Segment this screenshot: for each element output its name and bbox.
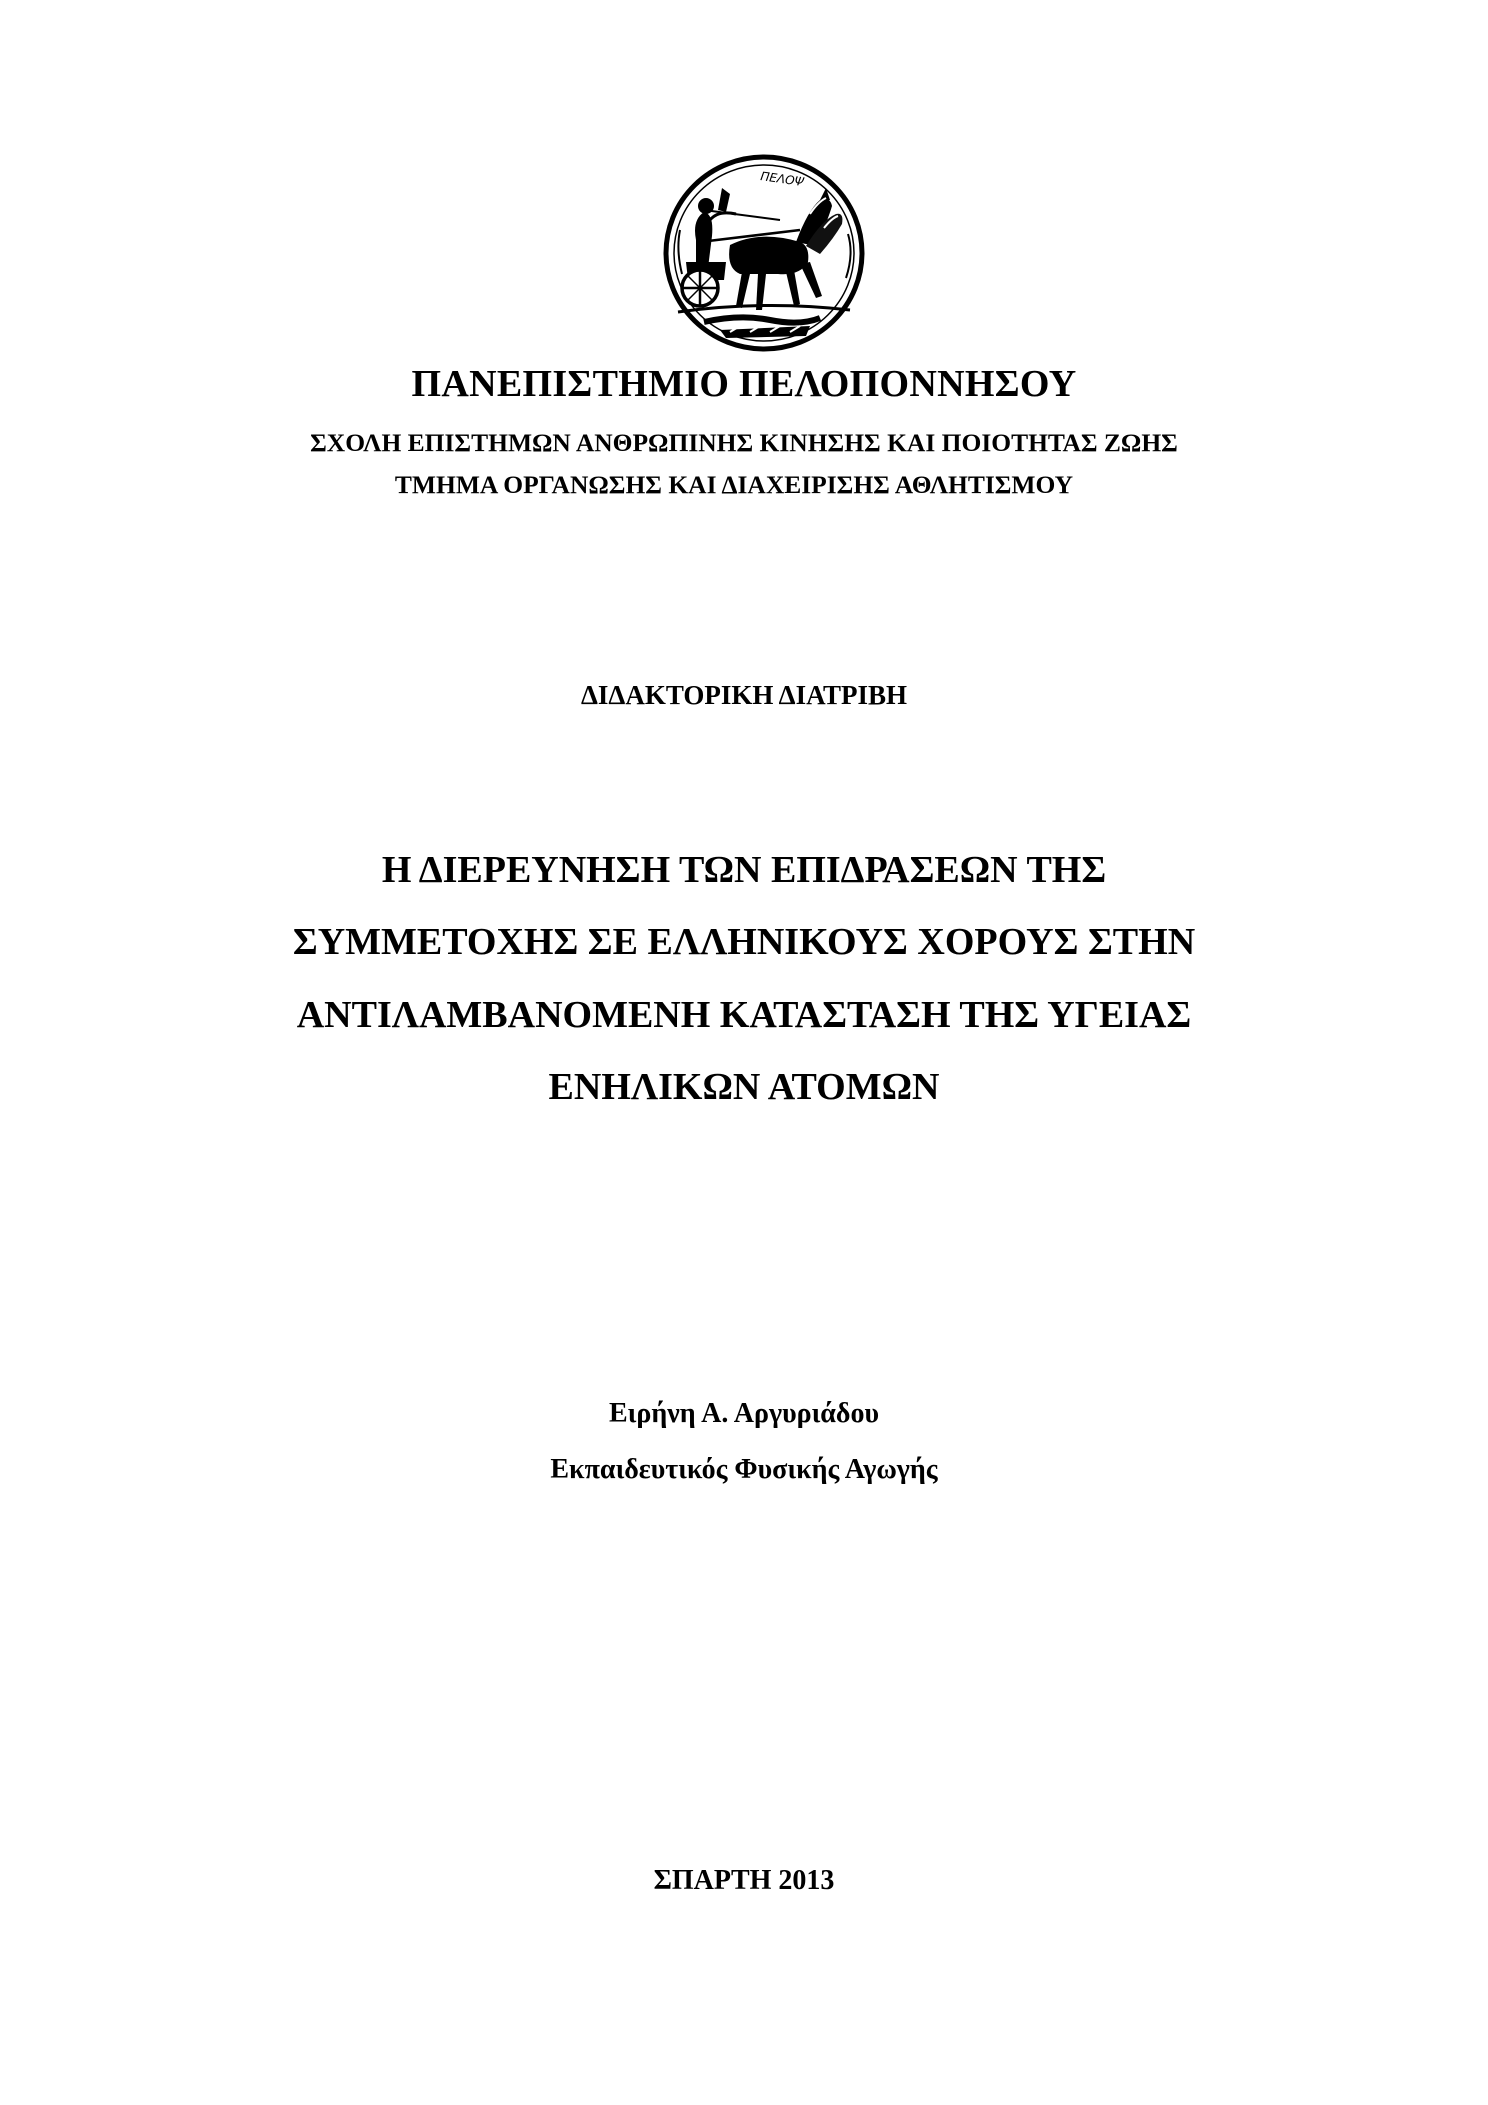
university-name: ΠΑΝΕΠΙΣΤΗΜΙΟ ΠΕΛΟΠΟΝΝΗΣΟΥ (411, 363, 1077, 405)
thesis-title-line: Η ΔΙΕΡΕΥΝΗΣΗ ΤΩΝ ΕΠΙΔΡΑΣΕΩΝ ΤΗΣ (381, 849, 1107, 891)
thesis-title-line: ΣΥΜΜΕΤΟΧΗΣ ΣΕ ΕΛΛΗΝΙΚΟΥΣ ΧΟΡΟΥΣ ΣΤΗΝ (292, 921, 1196, 963)
document-type: ΔΙΔΑΚΤΟΡΙΚΗ ΔΙΑΤΡΙΒΗ (581, 680, 907, 710)
author-role: Εκπαιδευτικός Φυσικής Αγωγής (550, 1454, 938, 1485)
university-seal-icon (660, 150, 868, 356)
thesis-title-line: ΕΝΗΛΙΚΩΝ ΑΤΟΜΩΝ (548, 1066, 940, 1108)
place-and-year: ΣΠΑΡΤΗ 2013 (653, 1865, 835, 1896)
school-name: ΣΧΟΛΗ ΕΠΙΣΤΗΜΩΝ ΑΝΘΡΩΠΙΝΗΣ ΚΙΝΗΣΗΣ ΚΑΙ ΠΟΙΟΤΗΤΑΣ ΖΩΗΣ (310, 428, 1178, 457)
department-name: ΤΜΗΜΑ ΟΡΓΑΝΩΣΗΣ ΚΑΙ ΔΙΑΧΕΙΡΙΣΗΣ ΑΘΛΗΤΙΣΜΟΥ (394, 470, 1074, 499)
author-name: Ειρήνη Α. Αργυριάδου (609, 1398, 879, 1429)
seal-inscription: ΠΕΛΟΨ (759, 169, 805, 190)
thesis-title-line: ΑΝΤΙΛΑΜΒΑΝΟΜΕΝΗ ΚΑΤΑΣΤΑΣΗ ΤΗΣ ΥΓΕΙΑΣ (296, 994, 1192, 1036)
